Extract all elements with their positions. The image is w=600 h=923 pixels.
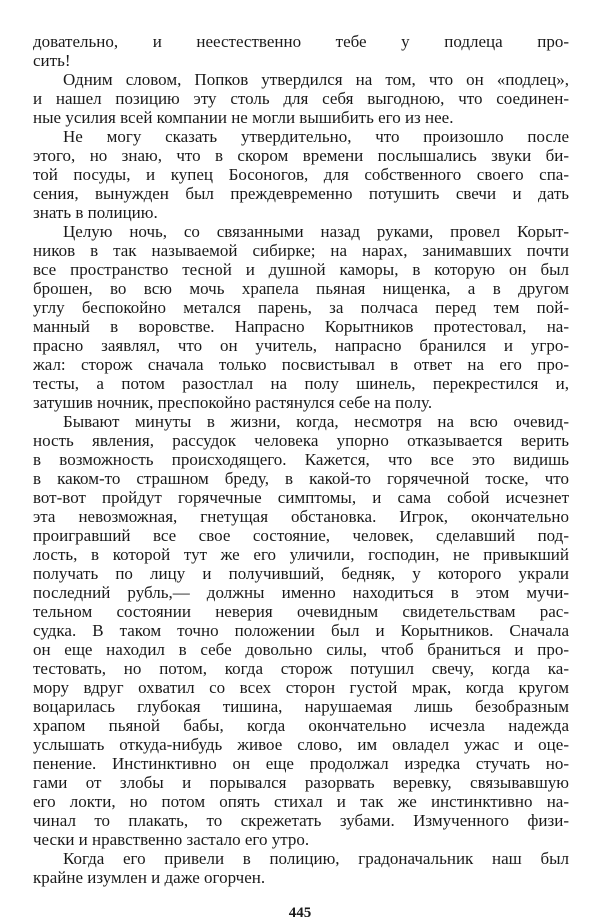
paragraph [33, 70, 569, 127]
paragraph [33, 412, 569, 849]
text-line: ников в так называемой сибирке; на нарах, занимавших почти [33, 241, 569, 260]
text-line: прасно заявлял, что он учитель, напрасно бранился и угро- [33, 336, 569, 355]
text-line: чески и нравственно застало его утро. [33, 830, 310, 849]
text-line: пенение. Инстинктивно он еще продолжал изредка стучать но- [33, 754, 569, 773]
text-line: Бывают минуты в жизни, когда, несмотря на всю очевид- [63, 412, 569, 431]
paragraph [33, 127, 569, 222]
text-line: ные усилия всей компании не могли вышибить его из нее. [33, 108, 454, 127]
text-line: он еще находил в себе довольно силы, чтоб браниться и про- [33, 640, 569, 659]
text-line: крайне изумлен и даже огорчен. [33, 868, 266, 887]
text-line: тельном состоянии неверия очевидным свидетельствам рас- [33, 602, 569, 621]
text-line: чинал то плакать, то скрежетать зубами. Измученного физи- [33, 811, 569, 830]
page-body-text [33, 32, 569, 887]
paragraph [33, 222, 569, 412]
text-line: услышать откуда-нибудь живое слово, им овладел ужас и оце- [33, 735, 569, 754]
text-line: затушив ночник, преспокойно растянулся себе на полу. [33, 393, 433, 412]
text-line: брошен, во всю мочь храпела пьяная нищенка, а в другом [33, 279, 569, 298]
text-line: получать по лицу и получивший, бедняк, у которого украли [33, 564, 569, 583]
text-line: ность явления, рассудок человека упорно отказывается верить [33, 431, 569, 450]
text-line: гами от злобы и порывался разорвать веревку, связывавшую [33, 773, 569, 792]
text-line: Не могу сказать утвердительно, что произошло после [63, 127, 569, 146]
text-line: тестовать, но потом, когда сторож потушил свечу, когда ка- [33, 659, 569, 678]
text-line: храпом пьяной бабы, когда окончательно исчезла надежда [33, 716, 569, 735]
text-line: жал: сторож сначала только посвистывал в ответ на его про- [33, 355, 569, 374]
text-line: судка. В таком точно положении был и Корытников. Сначала [33, 621, 569, 640]
text-line: последний рубль,— должны именно находиться в этом мучи- [33, 583, 569, 602]
text-line: знать в полицию. [33, 203, 158, 222]
text-line: довательно, и неестественно тебе у подлеца про- [33, 32, 569, 51]
text-line: углу беспокойно метался парень, за полчаса перед тем пой- [33, 298, 569, 317]
text-line: тесты, а потом разостлал на полу шинель, перекрестился и, [33, 374, 569, 393]
text-line: все пространство тесной и душной каморы, в которую он был [33, 260, 569, 279]
text-line: Одним словом, Попков утвердился на том, что он «подлец», [63, 70, 569, 89]
text-line: его локти, но потом опять стихал и так же инстинктивно на- [33, 792, 569, 811]
paragraph [33, 849, 569, 887]
page-number: 445 [288, 905, 312, 921]
text-line: лость, в которой тут же его уличили, господин, не привыкший [33, 545, 569, 564]
text-line: этого, но знаю, что в скором времени послышались звуки би- [33, 146, 569, 165]
text-line: в возможность происходящего. Кажется, что все это видишь [33, 450, 569, 469]
text-line: в каком-то страшном бреду, в какой-то горячечной тоске, что [33, 469, 569, 488]
text-line: сения, вынужден был преждевременно потушить свечи и дать [33, 184, 569, 203]
text-line: и нашел позицию эту столь для себя выгодною, что соединен- [33, 89, 569, 108]
text-line: проигравший все свое состояние, человек, сделавший под- [33, 526, 569, 545]
paragraph [33, 32, 569, 70]
text-line: Когда его привели в полицию, градоначальник наш был [63, 849, 569, 868]
text-line: Целую ночь, со связанными назад руками, провел Корыт- [63, 222, 569, 241]
text-line: воцарилась глубокая тишина, нарушаемая лишь безобразным [33, 697, 569, 716]
text-line: той посуды, и купец Босоногов, для собственного своего спа- [33, 165, 569, 184]
text-line: сить! [33, 51, 71, 70]
text-line: мору вдруг охватил со всех сторон густой мрак, когда кругом [33, 678, 569, 697]
text-line: вот-вот пройдут горячечные симптомы, и сама собой исчезнет [33, 488, 569, 507]
text-line: манный в воровстве. Напрасно Корытников протестовал, на- [33, 317, 569, 336]
text-line: эта невозможная, гнетущая обстановка. Игрок, окончательно [33, 507, 569, 526]
